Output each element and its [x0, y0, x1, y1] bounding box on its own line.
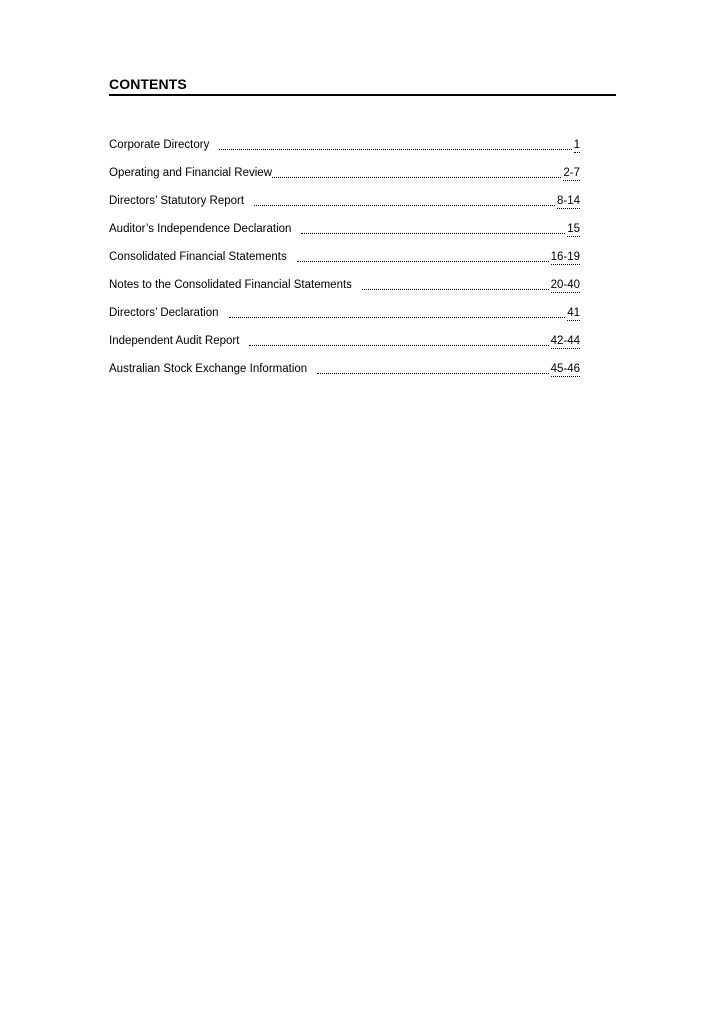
toc-entry-title: Notes to the Consolidated Financial Statements	[109, 279, 352, 291]
page-title: CONTENTS	[109, 76, 187, 92]
toc-entry-page: 41	[567, 307, 580, 319]
dot-leader	[362, 277, 549, 290]
toc-entry-title: Australian Stock Exchange Information	[109, 363, 308, 375]
toc-entry-page: 20-40	[550, 279, 580, 291]
toc-entry-auditors-independence-declaration[interactable]	[109, 221, 580, 249]
toc-entry-title: Corporate Directory	[109, 139, 210, 151]
toc-entry-independent-audit-report[interactable]	[109, 333, 580, 361]
toc-entry-operating-financial-review[interactable]	[109, 165, 580, 193]
toc-entry-title: Operating and Financial Review	[109, 167, 273, 179]
toc-entry-consolidated-financial-statements[interactable]	[109, 249, 580, 277]
toc-entry-page: 16-19	[550, 251, 580, 263]
table-of-contents	[109, 137, 580, 389]
dot-leader	[219, 137, 571, 150]
toc-entry-title: Auditor’s Independence Declaration	[109, 223, 292, 235]
toc-entry-page: 8-14	[556, 195, 580, 207]
toc-entry-page: 42-44	[550, 335, 580, 347]
dot-leader	[317, 361, 548, 374]
toc-entry-corporate-directory[interactable]	[109, 137, 580, 165]
toc-entry-title: Consolidated Financial Statements	[109, 251, 287, 263]
dot-leader	[297, 249, 549, 262]
toc-entry-title: Independent Audit Report	[109, 335, 240, 347]
toc-entry-page: 15	[567, 223, 580, 235]
toc-entry-title: Directors’ Statutory Report	[109, 195, 245, 207]
toc-entry-page: 1	[573, 139, 580, 151]
toc-entry-directors-statutory-report[interactable]	[109, 193, 580, 221]
dot-leader	[254, 193, 555, 206]
toc-entry-page: 45-46	[550, 363, 580, 375]
toc-entry-title: Directors’ Declaration	[109, 307, 219, 319]
dot-leader	[272, 165, 561, 178]
toc-entry-asx-information[interactable]	[109, 361, 580, 389]
dot-leader	[249, 333, 548, 346]
toc-entry-page: 2-7	[563, 167, 580, 179]
dot-leader	[229, 305, 566, 318]
toc-entry-notes-to-statements[interactable]	[109, 277, 580, 305]
toc-entry-directors-declaration[interactable]	[109, 305, 580, 333]
dot-leader	[301, 221, 565, 234]
contents-heading-block	[109, 76, 616, 96]
